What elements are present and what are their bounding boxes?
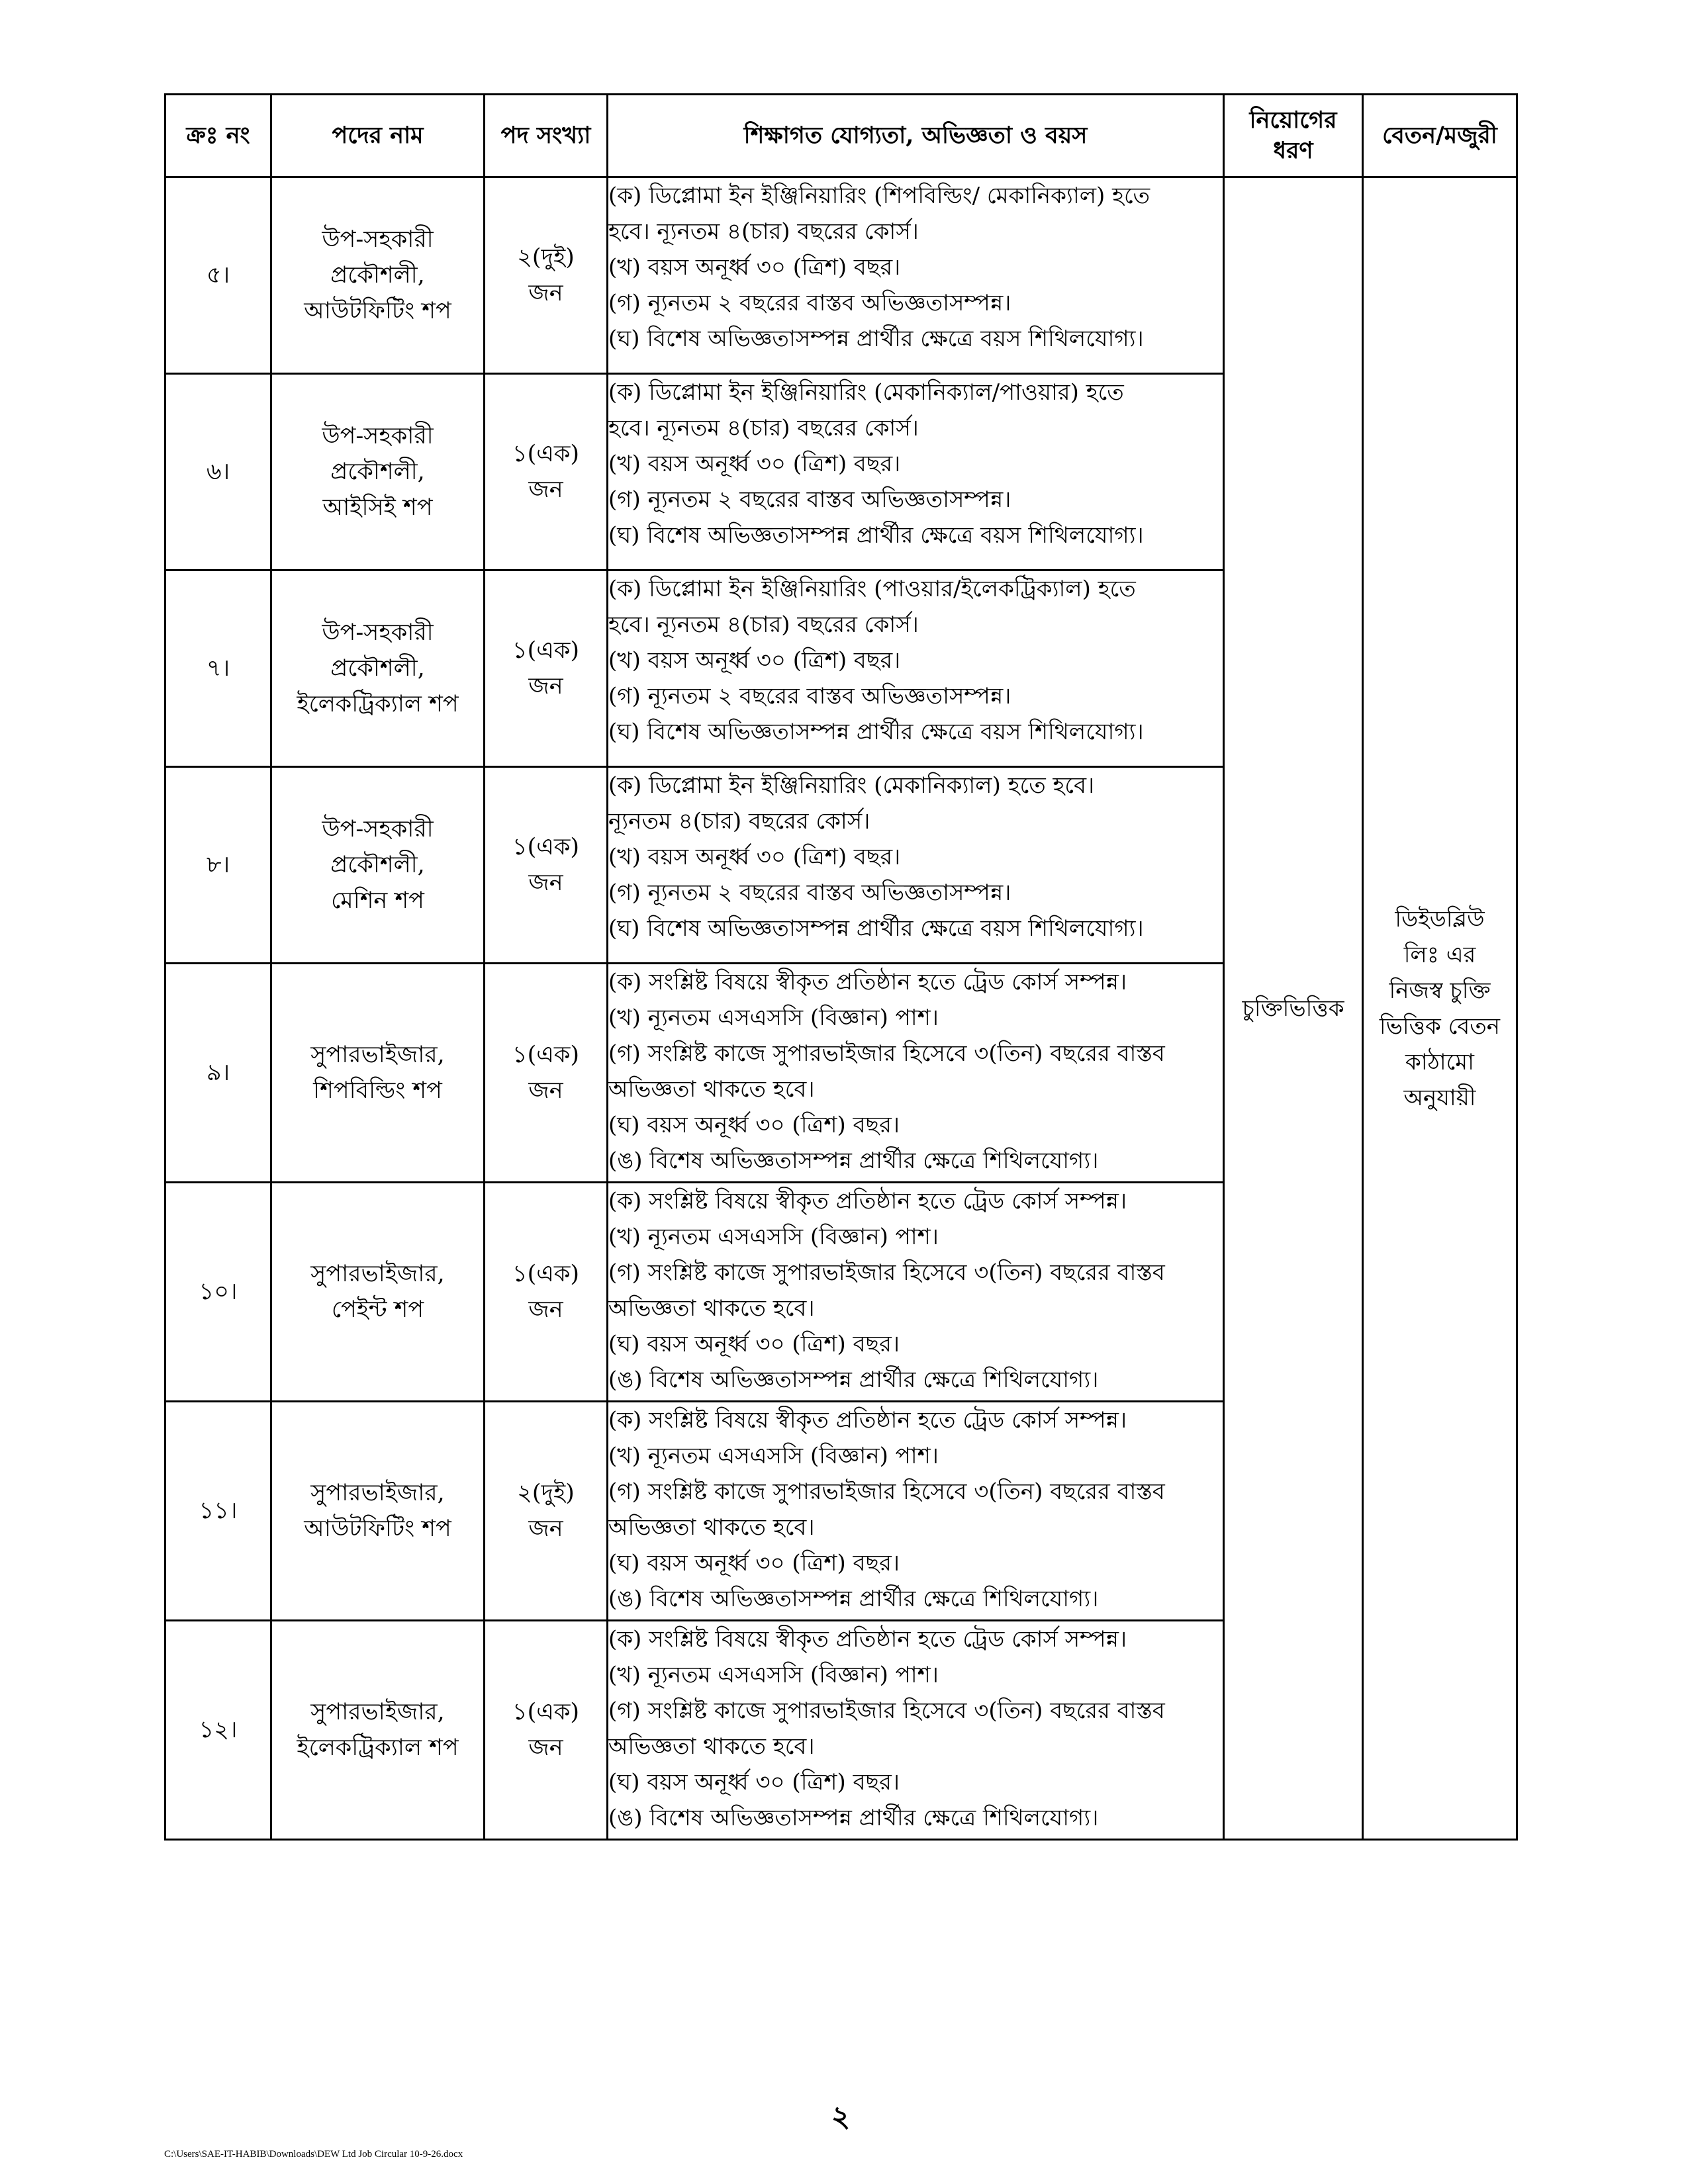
qualification-line: (খ) ন্যূনতম এসএসসি (বিজ্ঞান) পাশ। [608, 1662, 939, 1688]
post-name-line: উপ-সহকারী [322, 816, 434, 842]
post-name-line: সুপারভাইজার, [310, 1699, 445, 1725]
qualification-line: (ক) সংশ্লিষ্ট বিষয়ে স্বীকৃত প্রতিষ্ঠান হতে ট্রেড কোর্স সম্পন্ন। [608, 969, 1127, 995]
post-name-line: পেইন্ট শপ [331, 1297, 424, 1323]
header-serial: ক্রঃ নং [165, 95, 271, 177]
qualification-line: (খ) ন্যূনতম এসএসসি (বিজ্ঞান) পাশ। [608, 1443, 939, 1469]
serial-cell: ৫। [165, 177, 271, 374]
serial-cell: ১০। [165, 1183, 271, 1402]
post-count-line: ২(দুই) [517, 244, 575, 271]
table-header-row [165, 95, 1517, 177]
qualification-line: (ঙ) বিশেষ অভিজ্ঞতাসম্পন্ন প্রার্থীর ক্ষেত্রে শিথিলযোগ্য। [608, 1586, 1099, 1612]
post-name-line: আউটফিটিং শপ [304, 298, 451, 324]
qualification-line: (গ) সংশ্লিষ্ট কাজে সুপারভাইজার হিসেবে ৩(তিন) বছরের বাস্তব [608, 1040, 1165, 1067]
post-name-line: উপ-সহকারী [322, 423, 434, 449]
serial-cell: ৮। [165, 767, 271, 964]
qualification-line: (ঘ) বিশেষ অভিজ্ঞতাসম্পন্ন প্রার্থীর ক্ষেত্রে বয়স শিথিলযোগ্য। [608, 326, 1144, 352]
post-count-line: ১(এক) [512, 1261, 580, 1287]
salary-line: নিজস্ব চুক্তি [1389, 977, 1491, 1004]
post-name-line: প্রকৌশলী, [330, 459, 425, 485]
qualification-line: (গ) সংশ্লিষ্ট কাজে সুপারভাইজার হিসেবে ৩(তিন) বছরের বাস্তব [608, 1479, 1165, 1505]
post-count-line: জন [528, 870, 563, 896]
qualification-line: (খ) বয়স অনূর্ধ্ব ৩০ (ত্রিশ) বছর। [608, 451, 901, 477]
serial-cell: ৭। [165, 570, 271, 767]
post-count-line: জন [528, 1516, 563, 1542]
salary-text [1380, 901, 1500, 1116]
qualification-line: (খ) ন্যূনতম এসএসসি (বিজ্ঞান) পাশ। [608, 1005, 939, 1031]
qualification-cell [608, 374, 1224, 570]
qualification-line: (ঘ) বয়স অনূর্ধ্ব ৩০ (ত্রিশ) বছর। [608, 1112, 900, 1138]
salary-line: লিঃ এর [1403, 941, 1476, 968]
post-count-cell [485, 374, 608, 570]
post-count-line: ১(এক) [512, 1699, 580, 1725]
post-count-line: জন [528, 673, 563, 700]
post-count-line: জন [528, 1735, 563, 1761]
post-name-cell [271, 1402, 485, 1621]
header-post-count: পদ সংখ্যা [485, 95, 608, 177]
post-count-cell [485, 570, 608, 767]
header-appointment-type: নিয়োগের ধরণ [1224, 95, 1363, 177]
header-salary: বেতন/মজুরী [1363, 95, 1517, 177]
qualification-line: অভিজ্ঞতা থাকতে হবে। [608, 1514, 815, 1541]
serial-cell: ১২। [165, 1621, 271, 1840]
post-name-line: সুপারভাইজার, [310, 1480, 445, 1506]
qualification-line: হবে। ন্যূনতম ৪(চার) বছরের কোর্স। [608, 218, 919, 245]
header-post-name: পদের নাম [271, 95, 485, 177]
serial-cell: ১১। [165, 1402, 271, 1621]
post-name-line: শিপবিল্ডিং শপ [313, 1077, 442, 1104]
qualification-line: (ক) সংশ্লিষ্ট বিষয়ে স্বীকৃত প্রতিষ্ঠান হতে ট্রেড কোর্স সম্পন্ন। [608, 1407, 1127, 1433]
qualification-line: (গ) ন্যূনতম ২ বছরের বাস্তব অভিজ্ঞতাসম্পন্ন। [608, 290, 1011, 316]
post-name-line: সুপারভাইজার, [310, 1261, 445, 1287]
post-count-line: জন [528, 477, 563, 503]
post-name-line: আউটফিটিং শপ [304, 1516, 451, 1542]
qualification-line: (ঙ) বিশেষ অভিজ্ঞতাসম্পন্ন প্রার্থীর ক্ষেত্রে শিথিলযোগ্য। [608, 1805, 1099, 1831]
qualification-cell [608, 1402, 1224, 1621]
qualification-line: (খ) বয়স অনূর্ধ্ব ৩০ (ত্রিশ) বছর। [608, 647, 901, 674]
post-name-line: ইলেকট্রিক্যাল শপ [297, 691, 459, 717]
post-count-cell [485, 767, 608, 964]
post-count-line: ১(এক) [512, 441, 580, 467]
post-name-cell [271, 964, 485, 1183]
qualification-line: হবে। ন্যূনতম ৪(চার) বছরের কোর্স। [608, 612, 919, 638]
post-count-line: জন [528, 280, 563, 306]
post-count-line: ১(এক) [512, 1042, 580, 1068]
qualification-line: (ঙ) বিশেষ অভিজ্ঞতাসম্পন্ন প্রার্থীর ক্ষেত্রে শিথিলযোগ্য। [608, 1148, 1099, 1174]
qualification-line: (খ) বয়স অনূর্ধ্ব ৩০ (ত্রিশ) বছর। [608, 844, 901, 870]
qualification-line: (ঘ) বয়স অনূর্ধ্ব ৩০ (ত্রিশ) বছর। [608, 1769, 900, 1796]
post-count-cell [485, 1402, 608, 1621]
qualification-line: (ঘ) বয়স অনূর্ধ্ব ৩০ (ত্রিশ) বছর। [608, 1550, 900, 1576]
salary-cell [1363, 177, 1517, 1840]
page-number: ২ [831, 2100, 851, 2134]
qualification-line: (ঘ) বিশেষ অভিজ্ঞতাসম্পন্ন প্রার্থীর ক্ষেত্রে বয়স শিথিলযোগ্য। [608, 915, 1144, 942]
post-count-line: ১(এক) [512, 834, 580, 860]
qualification-cell [608, 570, 1224, 767]
post-name-line: প্রকৌশলী, [330, 262, 425, 289]
qualification-line: (ঘ) বিশেষ অভিজ্ঞতাসম্পন্ন প্রার্থীর ক্ষেত্রে বয়স শিথিলযোগ্য। [608, 522, 1144, 549]
qualification-line: (গ) সংশ্লিষ্ট কাজে সুপারভাইজার হিসেবে ৩(তিন) বছরের বাস্তব [608, 1259, 1165, 1286]
post-name-line: উপ-সহকারী [322, 226, 434, 253]
file-path: C:\Users\SAE-IT-HABIB\Downloads\DEW Ltd Job Circular 10-9-26.docx [164, 2149, 463, 2160]
post-name-cell [271, 767, 485, 964]
qualification-line: (ঘ) বিশেষ অভিজ্ঞতাসম্পন্ন প্রার্থীর ক্ষেত্রে বয়স শিথিলযোগ্য। [608, 719, 1144, 745]
post-count-line: জন [528, 1077, 563, 1104]
post-count-cell [485, 177, 608, 374]
serial-cell: ৬। [165, 374, 271, 570]
post-count-line: ১(এক) [512, 637, 580, 664]
qualification-line: (ক) ডিপ্লোমা ইন ইঞ্জিনিয়ারিং (মেকানিক্যাল/পাওয়ার) হতে [608, 379, 1124, 406]
qualification-line: (ক) ডিপ্লোমা ইন ইঞ্জিনিয়ারিং (পাওয়ার/ইলেকট্রিক্যাল) হতে [608, 576, 1136, 602]
job-table [164, 93, 1518, 1841]
post-count-cell [485, 964, 608, 1183]
qualification-line: ন্যূনতম ৪(চার) বছরের কোর্স। [608, 808, 870, 835]
post-name-line: সুপারভাইজার, [310, 1042, 445, 1068]
qualification-cell [608, 177, 1224, 374]
serial-cell: ৯। [165, 964, 271, 1183]
post-name-line: প্রকৌশলী, [330, 655, 425, 682]
qualification-line: (খ) বয়স অনূর্ধ্ব ৩০ (ত্রিশ) বছর। [608, 254, 901, 281]
post-name-cell [271, 177, 485, 374]
post-name-cell [271, 1621, 485, 1840]
qualification-line: (ক) সংশ্লিষ্ট বিষয়ে স্বীকৃত প্রতিষ্ঠান হতে ট্রেড কোর্স সম্পন্ন। [608, 1188, 1127, 1214]
qualification-line: হবে। ন্যূনতম ৪(চার) বছরের কোর্স। [608, 415, 919, 441]
post-name-cell [271, 570, 485, 767]
table-row [165, 177, 1517, 374]
qualification-line: (গ) ন্যূনতম ২ বছরের বাস্তব অভিজ্ঞতাসম্পন্ন। [608, 683, 1011, 709]
post-name-cell [271, 374, 485, 570]
post-name-line: আইসিই শপ [322, 494, 433, 521]
qualification-cell [608, 1183, 1224, 1402]
qualification-line: (ঘ) বয়স অনূর্ধ্ব ৩০ (ত্রিশ) বছর। [608, 1331, 900, 1357]
qualification-line: (গ) ন্যূনতম ২ বছরের বাস্তব অভিজ্ঞতাসম্পন্ন। [608, 486, 1011, 513]
qualification-cell [608, 964, 1224, 1183]
post-name-line: উপ-সহকারী [322, 619, 434, 646]
post-count-line: জন [528, 1297, 563, 1323]
qualification-line: (ক) সংশ্লিষ্ট বিষয়ে স্বীকৃত প্রতিষ্ঠান হতে ট্রেড কোর্স সম্পন্ন। [608, 1626, 1127, 1653]
appointment-type-cell: চুক্তিভিত্তিক [1224, 177, 1363, 1840]
post-count-cell [485, 1183, 608, 1402]
post-name-cell [271, 1183, 485, 1402]
qualification-line: অভিজ্ঞতা থাকতে হবে। [608, 1076, 815, 1103]
qualification-line: (গ) সংশ্লিষ্ট কাজে সুপারভাইজার হিসেবে ৩(তিন) বছরের বাস্তব [608, 1698, 1165, 1724]
post-count-cell [485, 1621, 608, 1840]
post-name-line: মেশিন শপ [331, 887, 424, 914]
qualification-cell [608, 767, 1224, 964]
salary-line: অনুযায়ী [1403, 1084, 1476, 1111]
qualification-line: (ক) ডিপ্লোমা ইন ইঞ্জিনিয়ারিং (মেকানিক্যাল) হতে হবে। [608, 772, 1095, 799]
qualification-line: অভিজ্ঞতা থাকতে হবে। [608, 1295, 815, 1322]
post-name-line: ইলেকট্রিক্যাল শপ [297, 1735, 459, 1761]
qualification-line: (ক) ডিপ্লোমা ইন ইঞ্জিনিয়ারিং (শিপবিল্ডিং/ মেকানিক্যাল) হতে [608, 183, 1150, 209]
post-name-line: প্রকৌশলী, [330, 852, 425, 878]
salary-line: কাঠামো [1405, 1048, 1475, 1075]
post-count-line: ২(দুই) [517, 1480, 575, 1506]
qualification-line: (ঙ) বিশেষ অভিজ্ঞতাসম্পন্ন প্রার্থীর ক্ষেত্রে শিথিলযোগ্য। [608, 1367, 1099, 1393]
qualification-line: (খ) ন্যূনতম এসএসসি (বিজ্ঞান) পাশ। [608, 1224, 939, 1250]
qualification-cell [608, 1621, 1224, 1840]
qualification-line: অভিজ্ঞতা থাকতে হবে। [608, 1733, 815, 1760]
qualification-line: (গ) ন্যূনতম ২ বছরের বাস্তব অভিজ্ঞতাসম্পন্ন। [608, 880, 1011, 906]
salary-line: ডিইডব্লিউ [1395, 905, 1485, 933]
salary-line: ভিত্তিক বেতন [1379, 1013, 1501, 1040]
header-qualification: শিক্ষাগত যোগ্যতা, অভিজ্ঞতা ও বয়স [608, 95, 1224, 177]
